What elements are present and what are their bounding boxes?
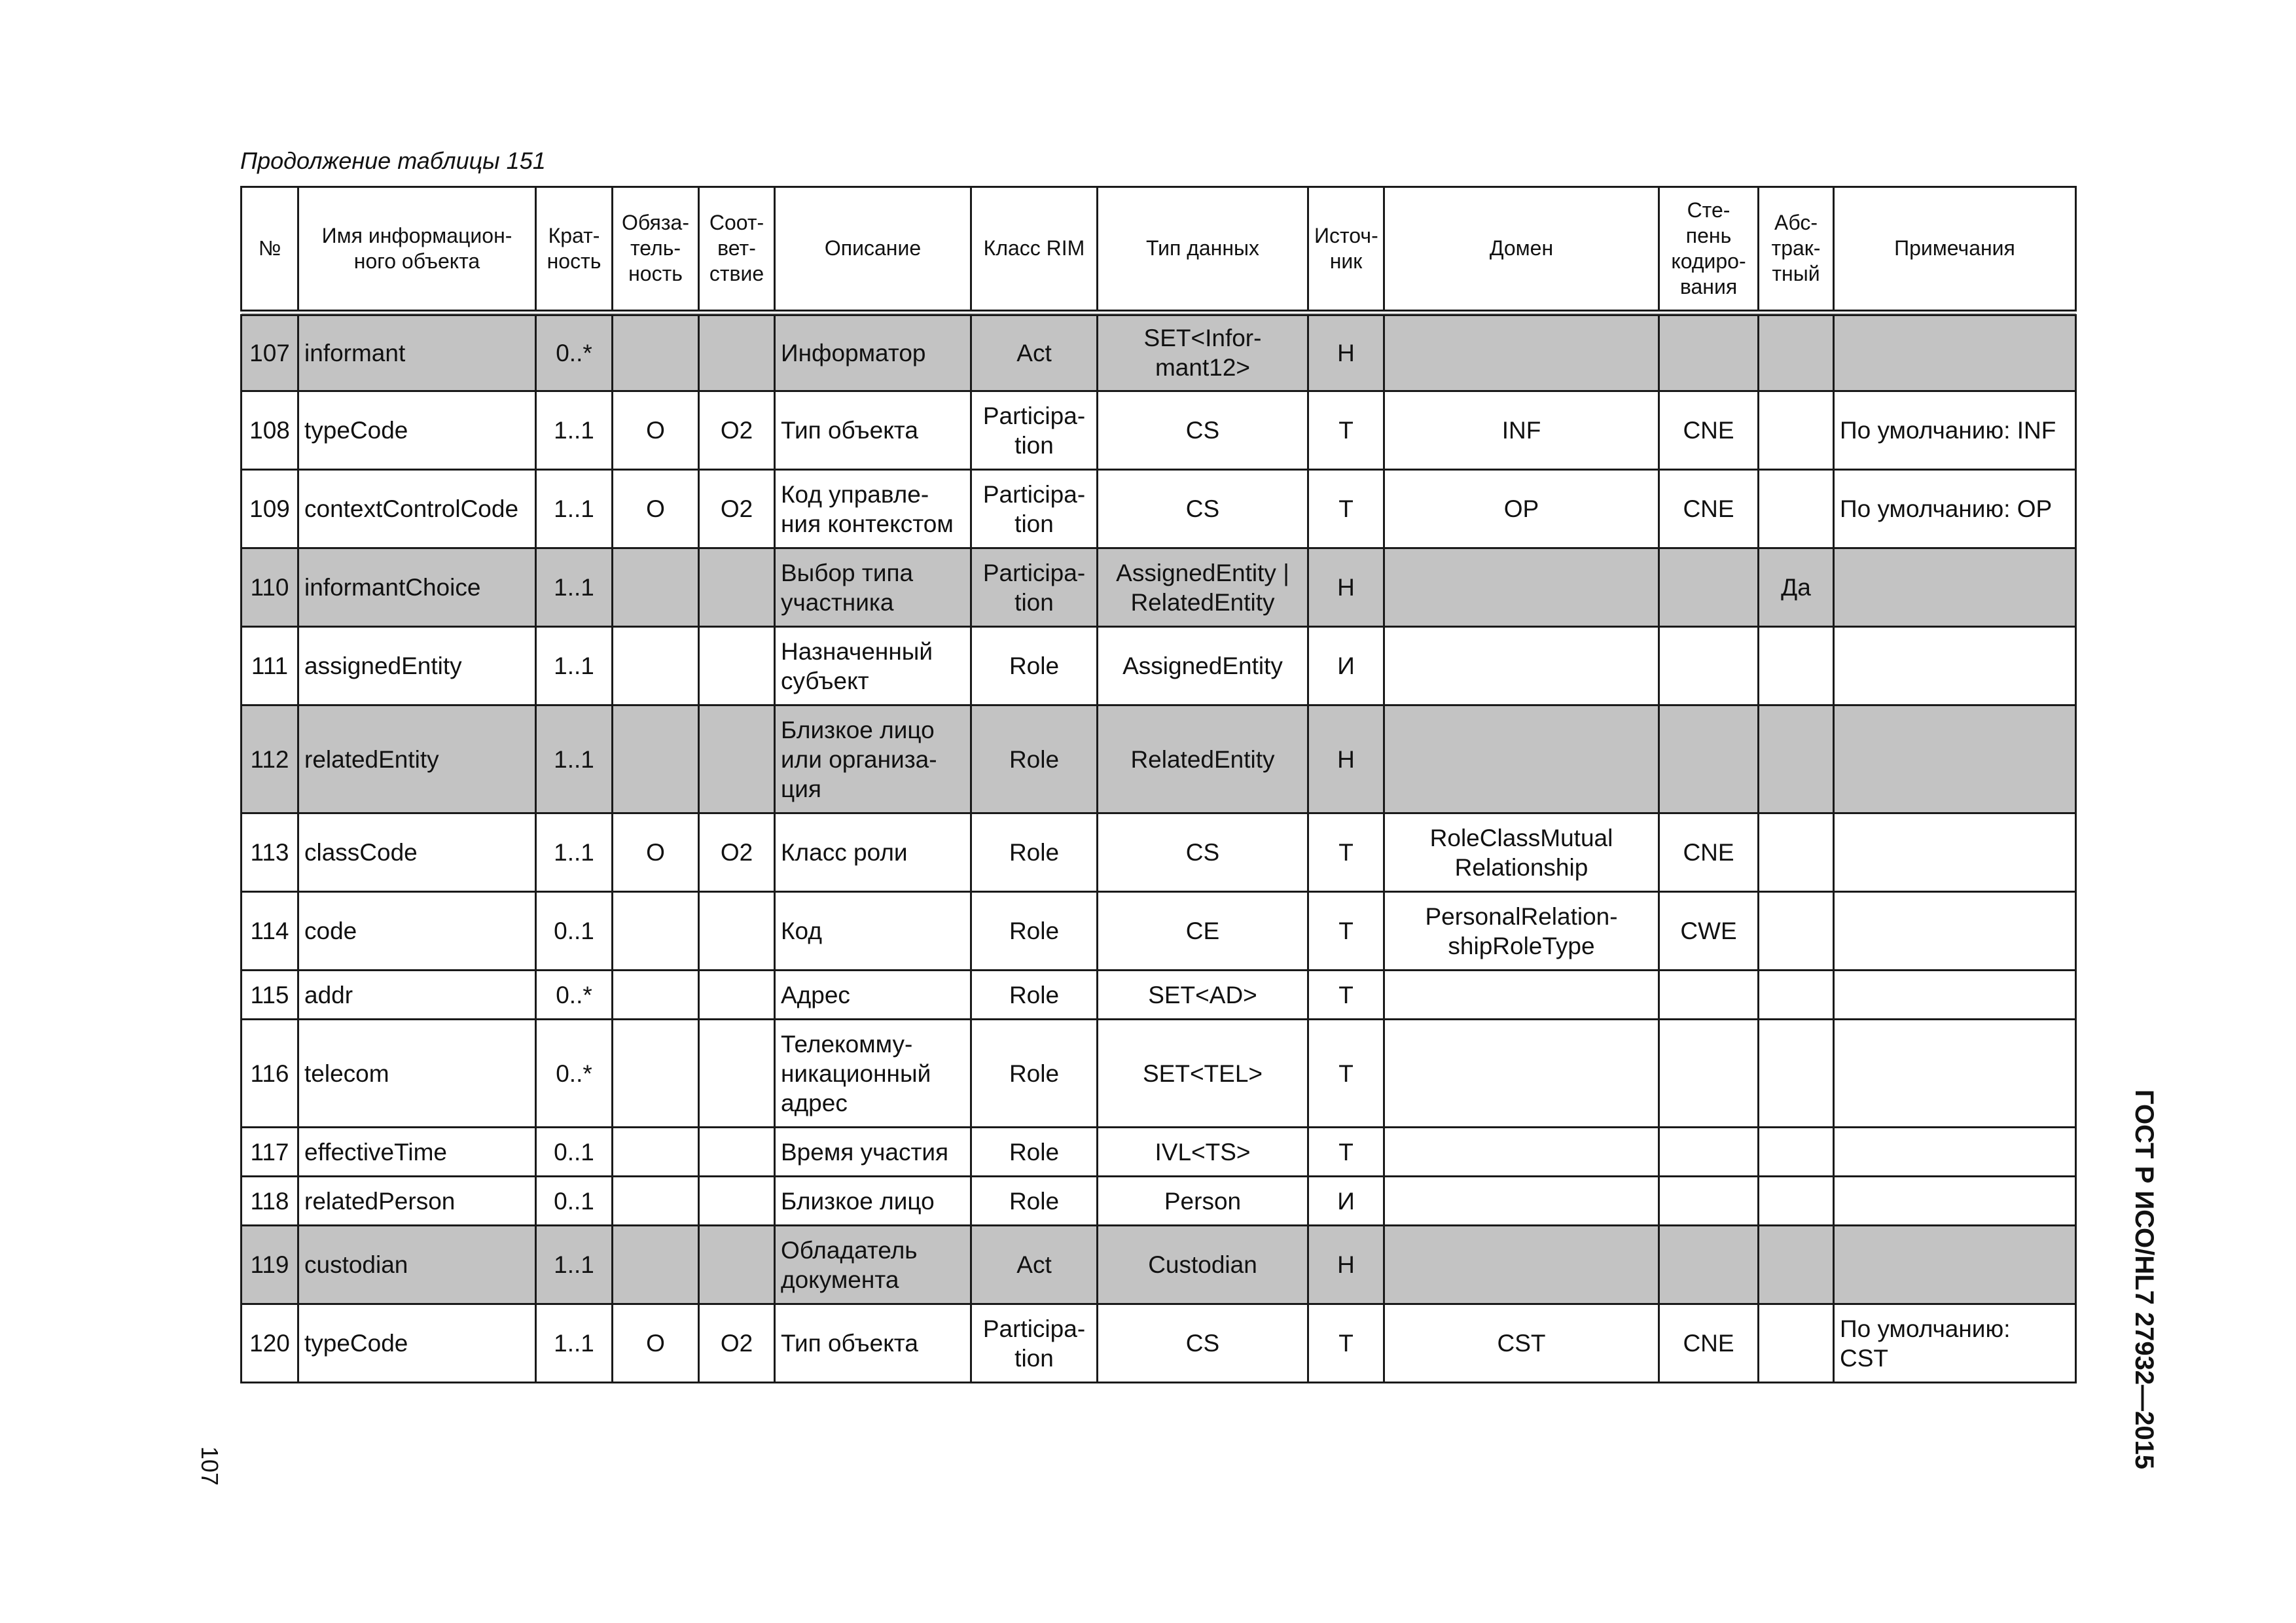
table-caption: Продолжение таблицы 151: [240, 147, 546, 174]
cell-mandatory: [613, 1128, 699, 1177]
cell-multiplicity: 0..1: [536, 1128, 613, 1177]
cell-abstract: [1759, 971, 1834, 1020]
cell-data-type: SET<AD>: [1098, 971, 1308, 1020]
cell-object-name: contextControlCode: [298, 470, 536, 548]
cell-multiplicity: 0..*: [536, 971, 613, 1020]
cell-number: 107: [242, 313, 298, 391]
cell-conformance: [699, 548, 775, 627]
cell-rim-class: Role: [971, 627, 1098, 705]
cell-notes: [1834, 1226, 2076, 1304]
cell-object-name: telecom: [298, 1020, 536, 1128]
cell-description: Тип объекта: [775, 391, 971, 470]
table-row: [242, 1226, 2076, 1304]
cell-abstract: [1759, 313, 1834, 391]
cell-conformance: [699, 1177, 775, 1226]
cell-description: Класс роли: [775, 813, 971, 892]
cell-notes: По умолчанию: OP: [1834, 470, 2076, 548]
cell-description: Обладатель документа: [775, 1226, 971, 1304]
cell-object-name: typeCode: [298, 391, 536, 470]
cell-number: 113: [242, 813, 298, 892]
cell-rim-class: Participa- tion: [971, 548, 1098, 627]
cell-object-name: code: [298, 892, 536, 971]
cell-coding-strength: CNE: [1659, 391, 1759, 470]
cell-coding-strength: CNE: [1659, 470, 1759, 548]
table-row: [242, 1177, 2076, 1226]
table-row: [242, 1020, 2076, 1128]
table-row: [242, 1128, 2076, 1177]
cell-source: Т: [1308, 1020, 1384, 1128]
header-source: Источ- ник: [1308, 187, 1384, 313]
cell-abstract: [1759, 1304, 1834, 1383]
document-standard-title: [2130, 1077, 2158, 1482]
cell-data-type: Custodian: [1098, 1226, 1308, 1304]
cell-source: Т: [1308, 391, 1384, 470]
cell-object-name: informantChoice: [298, 548, 536, 627]
table-row: [242, 470, 2076, 548]
cell-number: 117: [242, 1128, 298, 1177]
page-number: [196, 1436, 223, 1495]
cell-abstract: [1759, 391, 1834, 470]
cell-abstract: [1759, 1128, 1834, 1177]
cell-object-name: custodian: [298, 1226, 536, 1304]
cell-rim-class: Participa- tion: [971, 391, 1098, 470]
cell-number: 112: [242, 705, 298, 813]
cell-object-name: addr: [298, 971, 536, 1020]
cell-mandatory: О: [613, 813, 699, 892]
cell-abstract: [1759, 1226, 1834, 1304]
table-row: [242, 971, 2076, 1020]
cell-conformance: [699, 313, 775, 391]
header-number: №: [242, 187, 298, 313]
cell-number: 110: [242, 548, 298, 627]
header-coding-strength: Сте- пень кодиро- вания: [1659, 187, 1759, 313]
cell-notes: [1834, 705, 2076, 813]
cell-number: 120: [242, 1304, 298, 1383]
cell-description: Адрес: [775, 971, 971, 1020]
cell-coding-strength: CNE: [1659, 813, 1759, 892]
cell-description: Код: [775, 892, 971, 971]
cell-source: И: [1308, 1177, 1384, 1226]
table-row: [242, 627, 2076, 705]
cell-description: Информатор: [775, 313, 971, 391]
cell-domain: PersonalRelation- shipRoleType: [1384, 892, 1659, 971]
table-header-row: [242, 187, 2076, 313]
cell-multiplicity: 1..1: [536, 1226, 613, 1304]
table-row: [242, 705, 2076, 813]
cell-rim-class: Act: [971, 1226, 1098, 1304]
cell-conformance: [699, 1020, 775, 1128]
standard-title-text: ГОСТ Р ИСО/HL7 27932—2015: [2130, 1089, 2159, 1470]
table-row: [242, 548, 2076, 627]
cell-rim-class: Act: [971, 313, 1098, 391]
cell-rim-class: Role: [971, 971, 1098, 1020]
cell-data-type: AssignedEntity | RelatedEntity: [1098, 548, 1308, 627]
cell-number: 114: [242, 892, 298, 971]
table-body: [242, 313, 2076, 1383]
cell-mandatory: [613, 705, 699, 813]
cell-domain: [1384, 1177, 1659, 1226]
cell-coding-strength: CNE: [1659, 1304, 1759, 1383]
cell-source: Н: [1308, 705, 1384, 813]
cell-mandatory: [613, 1226, 699, 1304]
cell-domain: [1384, 1020, 1659, 1128]
cell-object-name: relatedPerson: [298, 1177, 536, 1226]
cell-notes: [1834, 1020, 2076, 1128]
cell-abstract: [1759, 470, 1834, 548]
header-domain: Домен: [1384, 187, 1659, 313]
cell-coding-strength: [1659, 705, 1759, 813]
cell-data-type: RelatedEntity: [1098, 705, 1308, 813]
header-mandatory: Обяза- тель- ность: [613, 187, 699, 313]
cell-coding-strength: [1659, 1020, 1759, 1128]
cell-rim-class: Role: [971, 813, 1098, 892]
cell-coding-strength: CWE: [1659, 892, 1759, 971]
cell-data-type: IVL<TS>: [1098, 1128, 1308, 1177]
cell-rim-class: Role: [971, 1020, 1098, 1128]
cell-data-type: SET<TEL>: [1098, 1020, 1308, 1128]
cell-multiplicity: 0..*: [536, 1020, 613, 1128]
cell-coding-strength: [1659, 627, 1759, 705]
cell-description: Близкое лицо или организа- ция: [775, 705, 971, 813]
cell-conformance: О2: [699, 391, 775, 470]
cell-description: Телекомму- никационный адрес: [775, 1020, 971, 1128]
cell-multiplicity: 1..1: [536, 1304, 613, 1383]
cell-object-name: classCode: [298, 813, 536, 892]
cell-conformance: [699, 627, 775, 705]
cell-conformance: О2: [699, 470, 775, 548]
cell-domain: INF: [1384, 391, 1659, 470]
cell-mandatory: [613, 892, 699, 971]
cell-conformance: О2: [699, 1304, 775, 1383]
cell-number: 119: [242, 1226, 298, 1304]
cell-rim-class: Role: [971, 1177, 1098, 1226]
cell-data-type: AssignedEntity: [1098, 627, 1308, 705]
cell-mandatory: О: [613, 470, 699, 548]
cell-multiplicity: 1..1: [536, 548, 613, 627]
cell-data-type: CE: [1098, 892, 1308, 971]
cell-conformance: О2: [699, 813, 775, 892]
cell-description: Тип объекта: [775, 1304, 971, 1383]
cell-coding-strength: [1659, 971, 1759, 1020]
header-notes: Примечания: [1834, 187, 2076, 313]
cell-multiplicity: 0..*: [536, 313, 613, 391]
cell-multiplicity: 0..1: [536, 892, 613, 971]
cell-conformance: [699, 1128, 775, 1177]
table-row: [242, 1304, 2076, 1383]
cell-data-type: CS: [1098, 391, 1308, 470]
cell-number: 111: [242, 627, 298, 705]
cell-multiplicity: 1..1: [536, 705, 613, 813]
cell-number: 109: [242, 470, 298, 548]
cell-source: Т: [1308, 470, 1384, 548]
cell-conformance: [699, 1226, 775, 1304]
cell-mandatory: [613, 313, 699, 391]
cell-multiplicity: 1..1: [536, 627, 613, 705]
cell-coding-strength: [1659, 1128, 1759, 1177]
cell-abstract: [1759, 892, 1834, 971]
cell-number: 108: [242, 391, 298, 470]
cell-abstract: [1759, 1020, 1834, 1128]
cell-abstract: [1759, 705, 1834, 813]
cell-description: Выбор типа участника: [775, 548, 971, 627]
cell-source: Н: [1308, 1226, 1384, 1304]
header-multiplicity: Крат- ность: [536, 187, 613, 313]
cell-data-type: CS: [1098, 470, 1308, 548]
data-table: [240, 186, 2077, 1383]
cell-source: Т: [1308, 1304, 1384, 1383]
cell-mandatory: [613, 971, 699, 1020]
header-abstract: Абс- трак- тный: [1759, 187, 1834, 313]
cell-source: И: [1308, 627, 1384, 705]
header-object-name: Имя информацион- ного объекта: [298, 187, 536, 313]
cell-domain: [1384, 313, 1659, 391]
cell-notes: [1834, 313, 2076, 391]
cell-data-type: Person: [1098, 1177, 1308, 1226]
cell-object-name: informant: [298, 313, 536, 391]
cell-conformance: [699, 971, 775, 1020]
cell-object-name: effectiveTime: [298, 1128, 536, 1177]
table-row: [242, 892, 2076, 971]
header-rim-class: Класс RIM: [971, 187, 1098, 313]
cell-abstract: [1759, 627, 1834, 705]
cell-data-type: CS: [1098, 813, 1308, 892]
cell-conformance: [699, 705, 775, 813]
cell-data-type: SET<Infor- mant12>: [1098, 313, 1308, 391]
cell-notes: [1834, 548, 2076, 627]
table-row: [242, 813, 2076, 892]
cell-domain: [1384, 1226, 1659, 1304]
cell-mandatory: [613, 627, 699, 705]
cell-description: Время участия: [775, 1128, 971, 1177]
cell-number: 118: [242, 1177, 298, 1226]
cell-domain: [1384, 1128, 1659, 1177]
cell-description: Назначенный субъект: [775, 627, 971, 705]
cell-rim-class: Role: [971, 1128, 1098, 1177]
cell-object-name: relatedEntity: [298, 705, 536, 813]
cell-notes: [1834, 1177, 2076, 1226]
cell-coding-strength: [1659, 1177, 1759, 1226]
cell-number: 115: [242, 971, 298, 1020]
cell-rim-class: Participa- tion: [971, 470, 1098, 548]
cell-notes: [1834, 627, 2076, 705]
cell-abstract: [1759, 1177, 1834, 1226]
cell-conformance: [699, 892, 775, 971]
cell-mandatory: [613, 1020, 699, 1128]
cell-object-name: assignedEntity: [298, 627, 536, 705]
table-row: [242, 391, 2076, 470]
cell-mandatory: [613, 548, 699, 627]
cell-domain: [1384, 627, 1659, 705]
cell-multiplicity: 0..1: [536, 1177, 613, 1226]
cell-multiplicity: 1..1: [536, 470, 613, 548]
cell-coding-strength: [1659, 313, 1759, 391]
cell-notes: [1834, 892, 2076, 971]
cell-notes: [1834, 1128, 2076, 1177]
header-description: Описание: [775, 187, 971, 313]
cell-coding-strength: [1659, 548, 1759, 627]
cell-domain: OP: [1384, 470, 1659, 548]
cell-mandatory: О: [613, 391, 699, 470]
cell-mandatory: О: [613, 1304, 699, 1383]
page-number-text: 107: [196, 1446, 223, 1486]
cell-domain: CST: [1384, 1304, 1659, 1383]
cell-description: Код управле- ния контекстом: [775, 470, 971, 548]
cell-domain: RoleClassMutual Relationship: [1384, 813, 1659, 892]
cell-number: 116: [242, 1020, 298, 1128]
cell-domain: [1384, 548, 1659, 627]
cell-source: Н: [1308, 548, 1384, 627]
cell-notes: По умолчанию: CST: [1834, 1304, 2076, 1383]
cell-rim-class: Participa- tion: [971, 1304, 1098, 1383]
cell-notes: [1834, 971, 2076, 1020]
cell-abstract: [1759, 813, 1834, 892]
cell-notes: [1834, 813, 2076, 892]
cell-description: Близкое лицо: [775, 1177, 971, 1226]
cell-source: Т: [1308, 813, 1384, 892]
cell-source: Н: [1308, 313, 1384, 391]
header-data-type: Тип данных: [1098, 187, 1308, 313]
cell-domain: [1384, 971, 1659, 1020]
cell-source: Т: [1308, 892, 1384, 971]
cell-rim-class: Role: [971, 705, 1098, 813]
header-conformance: Соот- вет- ствие: [699, 187, 775, 313]
cell-domain: [1384, 705, 1659, 813]
cell-abstract: Да: [1759, 548, 1834, 627]
cell-data-type: CS: [1098, 1304, 1308, 1383]
cell-multiplicity: 1..1: [536, 391, 613, 470]
cell-notes: По умолчанию: INF: [1834, 391, 2076, 470]
cell-multiplicity: 1..1: [536, 813, 613, 892]
cell-coding-strength: [1659, 1226, 1759, 1304]
cell-rim-class: Role: [971, 892, 1098, 971]
cell-source: Т: [1308, 971, 1384, 1020]
cell-source: Т: [1308, 1128, 1384, 1177]
cell-object-name: typeCode: [298, 1304, 536, 1383]
table-row: [242, 313, 2076, 391]
cell-mandatory: [613, 1177, 699, 1226]
